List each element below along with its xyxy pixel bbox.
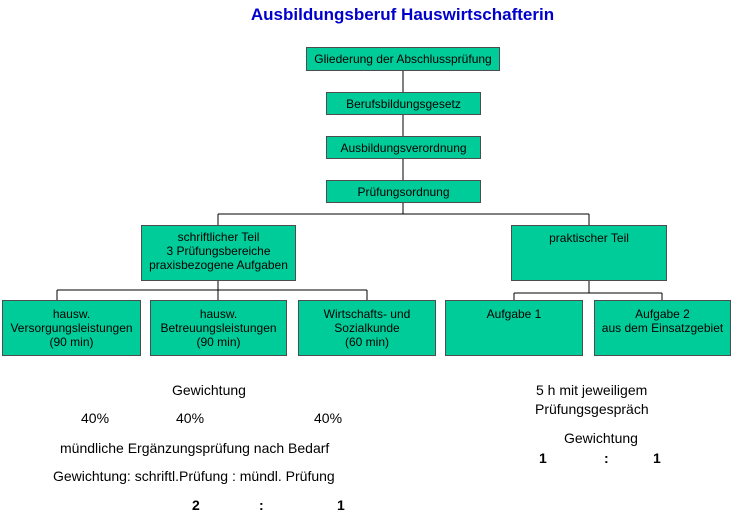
aufgabe-2-line-1: Aufgabe 2 — [635, 307, 690, 321]
box-praktischer-teil — [511, 225, 667, 281]
praktisch-label: praktischer Teil — [549, 231, 629, 245]
box-area-betreuung — [150, 300, 287, 356]
box-berufsbildungsgesetz — [326, 92, 481, 115]
aufgabe-2-line-2: aus dem Einsatzgebiet — [601, 321, 724, 335]
gewichtung-verhaeltnis: Gewichtung: schriftl.Prüfung : mündl. Prüfung — [53, 468, 335, 484]
diagram-title: Ausbildungsberuf Hauswirtschafterin — [250, 5, 555, 24]
area-betreuung-line-1: hausw. — [199, 307, 238, 321]
schriftlich-line-3: praxisbezogene Aufgaben — [149, 258, 288, 272]
muendliche-ergaenzung: mündliche Ergänzungsprüfung nach Bedarf — [60, 440, 330, 456]
box-gliederung — [306, 47, 500, 71]
ratio-left-sep: : — [259, 497, 264, 513]
area-versorgung-line-2: Versorgungsleistungen — [10, 321, 133, 335]
box-area-wiso — [298, 300, 436, 356]
area-betreuung-line-2: Betreuungsleistungen — [160, 321, 277, 335]
box-ausbildungsverordnung — [326, 136, 481, 159]
schriftlich-line-1: schriftlicher Teil — [177, 230, 260, 244]
gewichtung-label-right: Gewichtung — [564, 430, 638, 446]
area-betreuung-line-3: (90 min) — [196, 335, 241, 349]
schriftlich-line-2: 3 Prüfungsbereiche — [166, 244, 271, 258]
gewichtung-label-left: Gewichtung — [172, 382, 246, 398]
box-ausbildungsverordnung-label: Ausbildungsverordnung — [340, 140, 467, 155]
area-wiso-line-1: Wirtschafts- und — [323, 307, 411, 321]
area-versorgung-line-3: (90 min) — [49, 335, 94, 349]
dauer-line-2: Prüfungsgespräch — [535, 401, 649, 417]
box-aufgabe-2 — [594, 300, 731, 356]
weight-pct-1: 40% — [81, 410, 110, 426]
ratio-right-sep: : — [604, 450, 609, 466]
area-wiso-line-2: Sozialkunde — [334, 321, 400, 335]
area-wiso-line-3: (60 min) — [344, 335, 389, 349]
weight-pct-3: 40% — [314, 410, 343, 426]
box-schriftlicher-teil — [141, 225, 296, 281]
area-versorgung-line-1: hausw. — [52, 307, 91, 321]
ratio-left-2: 1 — [337, 497, 345, 513]
box-area-versorgung — [2, 300, 141, 356]
box-pruefungsordnung-label: Prüfungsordnung — [357, 184, 450, 199]
box-pruefungsordnung — [326, 180, 481, 203]
ratio-right-1: 1 — [539, 450, 547, 466]
box-aufgabe-1 — [445, 300, 583, 356]
dauer-line-1: 5 h mit jeweiligem — [536, 382, 648, 398]
box-berufsbildungsgesetz-label: Berufsbildungsgesetz — [346, 96, 461, 111]
weight-pct-2: 40% — [176, 410, 205, 426]
ratio-right-2: 1 — [653, 450, 661, 466]
ratio-left-1: 2 — [192, 497, 200, 513]
aufgabe-1-label: Aufgabe 1 — [486, 307, 542, 321]
box-gliederung-label: Gliederung der Abschlussprüfung — [314, 52, 492, 66]
